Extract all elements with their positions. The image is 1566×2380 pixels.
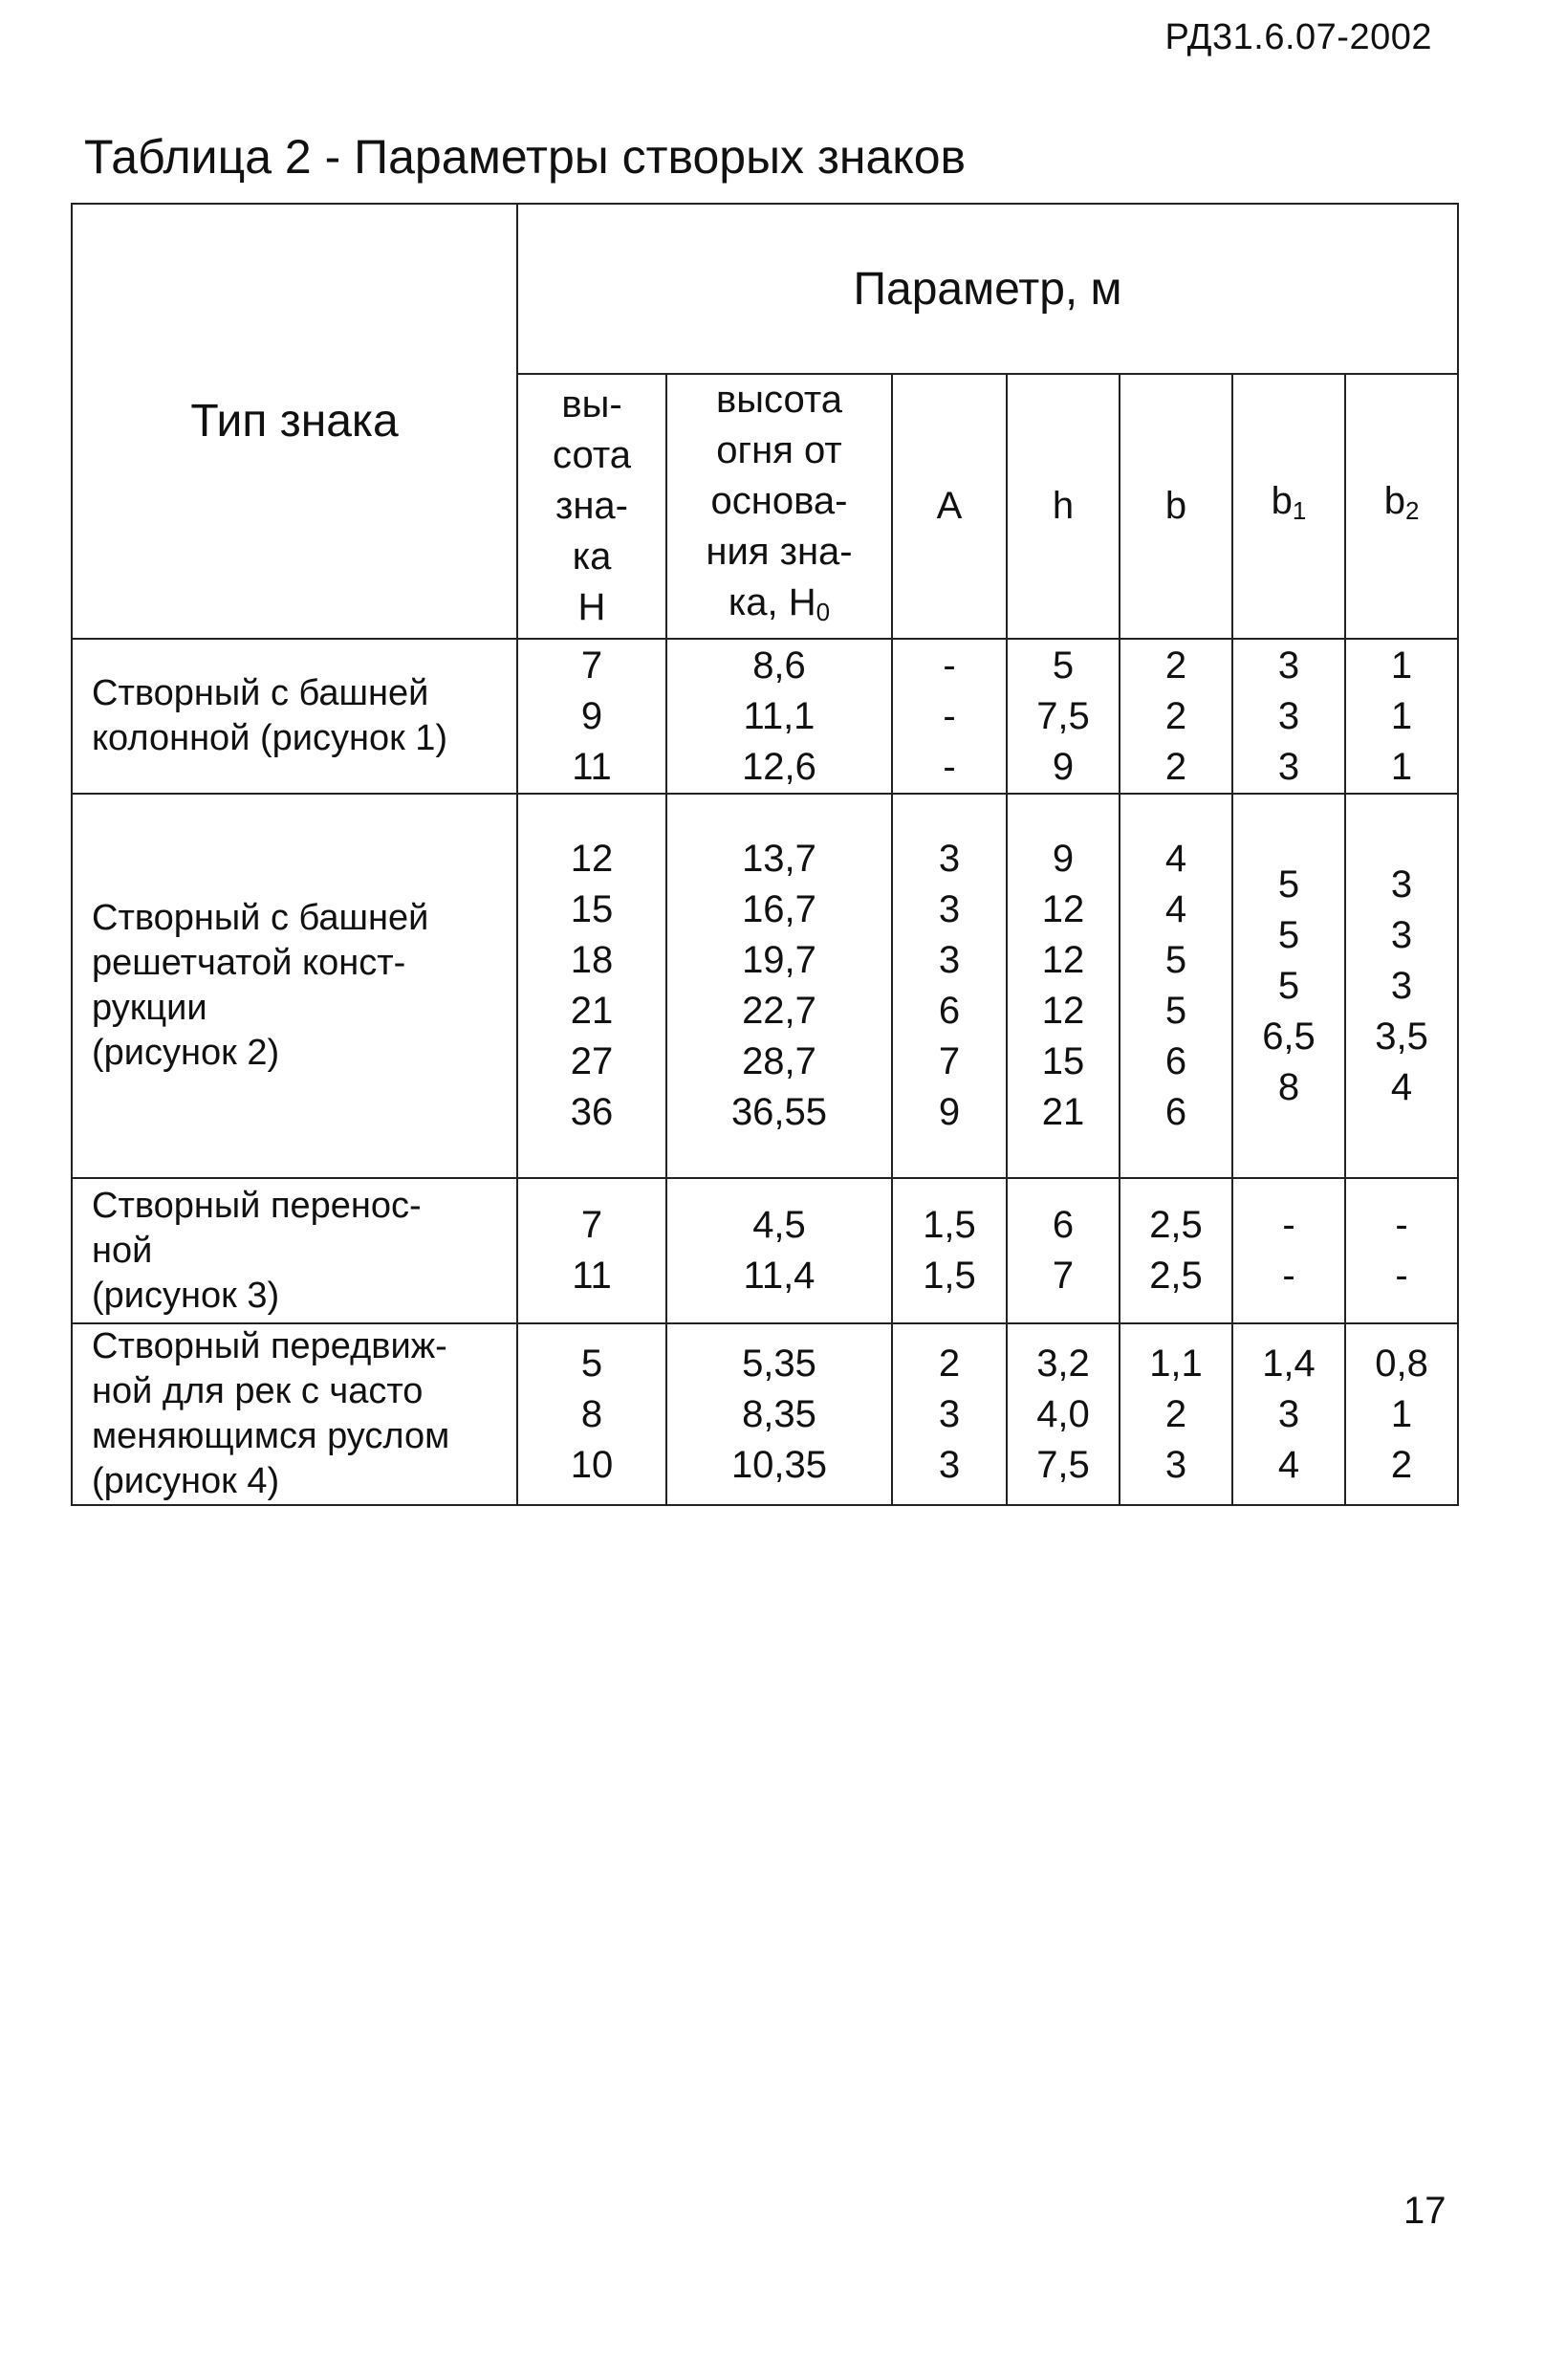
- group-header-parameter: Параметр, м: [517, 204, 1458, 374]
- cell-b2: - -: [1345, 1178, 1458, 1323]
- parameters-table: [71, 203, 1459, 1506]
- col-header-light-height: [666, 374, 892, 639]
- cell-h: 6 7: [1007, 1178, 1120, 1323]
- cell-light-height: 13,7 16,7 19,7 22,7 28,7 36,55: [666, 794, 892, 1178]
- table-row: [72, 794, 1458, 1178]
- cell-light-height: 4,5 11,4: [666, 1178, 892, 1323]
- cell-b1: - -: [1232, 1178, 1345, 1323]
- cell-light-height: 8,6 11,1 12,6: [666, 639, 892, 794]
- page-number: 17: [1403, 2190, 1446, 2232]
- cell-b2: 0,8 1 2: [1345, 1323, 1458, 1505]
- cell-height: 5 8 10: [517, 1323, 666, 1505]
- cell-height: 7 9 11: [517, 639, 666, 794]
- cell-sign-type: Створный с башней колонной (рисунок 1): [72, 639, 517, 794]
- table-header-row: [72, 204, 1458, 374]
- col-header-b2: [1345, 374, 1458, 639]
- cell-b1: 3 3 3: [1232, 639, 1345, 794]
- cell-a: - - -: [892, 639, 1007, 794]
- cell-h: 9 12 12 12 15 21: [1007, 794, 1120, 1178]
- cell-a: 1,5 1,5: [892, 1178, 1007, 1323]
- col-header-b1: [1232, 374, 1345, 639]
- col-header-b: b: [1120, 374, 1232, 639]
- table-title: Таблица 2 - Параметры створых знаков: [84, 130, 967, 184]
- col-header-b2-text: b: [1383, 480, 1405, 522]
- table-row: [72, 639, 1458, 794]
- cell-a: 2 3 3: [892, 1323, 1007, 1505]
- col-header-b1-text: b: [1271, 480, 1293, 522]
- cell-b: 2,5 2,5: [1120, 1178, 1232, 1323]
- table-row: [72, 1323, 1458, 1505]
- cell-b1: 5 5 5 6,5 8: [1232, 794, 1345, 1178]
- col-header-b2-subscript: 2: [1404, 496, 1420, 525]
- cell-sign-type: Створный передвиж- ной для рек с часто меняющимся руслом (рисунок 4): [72, 1323, 517, 1505]
- cell-height: 7 11: [517, 1178, 666, 1323]
- table-row: [72, 1178, 1458, 1323]
- cell-h: 3,2 4,0 7,5: [1007, 1323, 1120, 1505]
- cell-b2: 3 3 3 3,5 4: [1345, 794, 1458, 1178]
- cell-sign-type: Створный перенос- ной (рисунок 3): [72, 1178, 517, 1323]
- cell-height: 12 15 18 21 27 36: [517, 794, 666, 1178]
- col-header-b1-subscript: 1: [1292, 496, 1307, 525]
- cell-b: 4 4 5 5 6 6: [1120, 794, 1232, 1178]
- cell-a: 3 3 3 6 7 9: [892, 794, 1007, 1178]
- cell-sign-type: Створный с башней решетчатой конст- рукции (рисунок 2): [72, 794, 517, 1178]
- cell-b: 2 2 2: [1120, 639, 1232, 794]
- cell-b2: 1 1 1: [1345, 639, 1458, 794]
- col-header-height: вы- сота зна- ка H: [517, 374, 666, 639]
- col-header-h: h: [1007, 374, 1120, 639]
- col-header-light-height-subscript: 0: [816, 598, 831, 626]
- cell-h: 5 7,5 9: [1007, 639, 1120, 794]
- cell-light-height: 5,35 8,35 10,35: [666, 1323, 892, 1505]
- cell-b1: 1,4 3 4: [1232, 1323, 1345, 1505]
- col-header-light-height-text: высота огня от основа- ния зна- ка, H: [706, 379, 853, 623]
- cell-b: 1,1 2 3: [1120, 1323, 1232, 1505]
- document-code: РД31.6.07-2002: [1164, 17, 1432, 57]
- col-header-a: A: [892, 374, 1007, 639]
- col-header-type: Тип знака: [72, 204, 517, 639]
